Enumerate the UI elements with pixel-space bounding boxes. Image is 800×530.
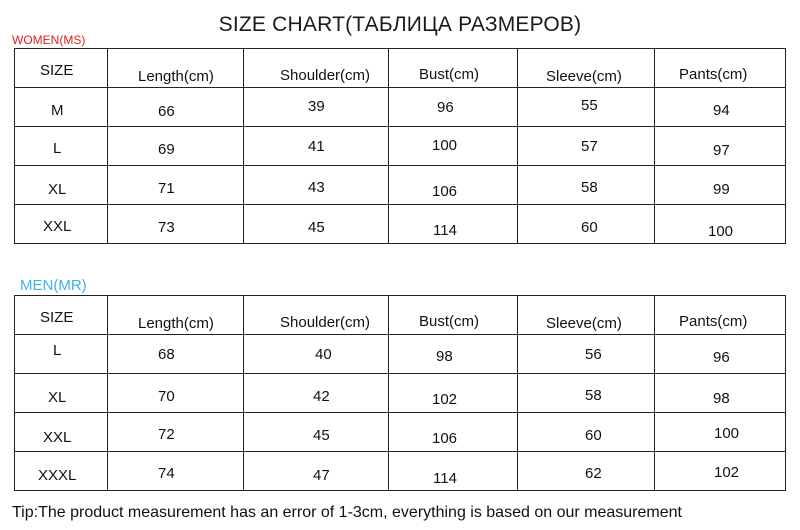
measurement-value: 114 — [433, 222, 457, 239]
measurement-value: 58 — [585, 387, 602, 404]
size-cell — [15, 374, 108, 413]
size-cell — [15, 205, 108, 244]
measurement-cell — [655, 413, 786, 452]
measurement-value: 97 — [713, 142, 730, 159]
measurement-value: 100 — [714, 425, 740, 442]
measurement-value: 106 — [432, 430, 458, 447]
measurement-cell — [389, 205, 518, 244]
measurement-value: 62 — [585, 465, 602, 482]
measurement-cell — [244, 166, 389, 205]
measurement-cell — [518, 374, 655, 413]
measurement-value: 69 — [158, 141, 175, 158]
table-row — [15, 374, 786, 413]
men-size-table — [14, 295, 786, 491]
men-header-row — [15, 296, 786, 335]
measurement-cell — [518, 127, 655, 166]
measurement-value: 96 — [713, 349, 730, 366]
measurement-cell — [518, 88, 655, 127]
header-label: Shoulder(cm) — [280, 67, 371, 84]
size-value: XXL — [43, 429, 72, 446]
header-label: Length(cm) — [138, 315, 214, 332]
measurement-tip: Tip:The product measurement has an error of 1-3cm, everything is based on our measurement — [12, 504, 682, 521]
header-cell — [655, 49, 786, 88]
header-cell — [108, 296, 244, 335]
measurement-value: 100 — [708, 223, 734, 240]
measurement-value: 98 — [436, 348, 453, 365]
measurement-cell — [244, 413, 389, 452]
size-cell — [15, 452, 108, 491]
measurement-cell — [389, 413, 518, 452]
measurement-value: 100 — [432, 137, 458, 154]
measurement-value: 40 — [315, 346, 332, 363]
size-value: M — [51, 102, 64, 119]
measurement-value: 57 — [581, 138, 598, 155]
measurement-cell — [518, 452, 655, 491]
measurement-cell — [108, 413, 244, 452]
header-label: SIZE — [40, 62, 74, 79]
table-row — [15, 413, 786, 452]
size-value: XXL — [43, 218, 72, 235]
women-section-label: WOMEN(MS) — [12, 33, 86, 47]
women-header-row — [15, 49, 786, 88]
header-label: Pants(cm) — [679, 66, 748, 83]
measurement-value: 94 — [713, 102, 730, 119]
header-label: Length(cm) — [138, 68, 214, 85]
table-row — [15, 205, 786, 244]
measurement-value: 74 — [158, 465, 175, 482]
page-title: SIZE CHART(ТАБЛИЦА РАЗМЕРОВ) — [218, 13, 582, 36]
measurement-value: 45 — [313, 427, 330, 444]
header-cell — [15, 49, 108, 88]
measurement-value: 41 — [308, 138, 325, 155]
size-value: XXXL — [38, 467, 77, 484]
measurement-value: 99 — [713, 181, 730, 198]
size-value: L — [53, 342, 62, 359]
measurement-value: 47 — [313, 467, 330, 484]
header-cell — [389, 49, 518, 88]
size-cell — [15, 413, 108, 452]
measurement-cell — [389, 452, 518, 491]
measurement-value: 56 — [585, 346, 602, 363]
measurement-cell — [108, 166, 244, 205]
women-size-table — [14, 48, 786, 244]
header-cell — [518, 296, 655, 335]
measurement-cell — [108, 335, 244, 374]
header-cell — [108, 49, 244, 88]
measurement-cell — [389, 127, 518, 166]
table-row — [15, 88, 786, 127]
size-value: XL — [48, 389, 67, 406]
measurement-value: 42 — [313, 388, 330, 405]
measurement-value: 114 — [433, 470, 457, 487]
measurement-cell — [655, 205, 786, 244]
measurement-cell — [655, 88, 786, 127]
measurement-cell — [655, 335, 786, 374]
women-table-body — [15, 49, 786, 244]
header-cell — [244, 49, 389, 88]
measurement-value: 66 — [158, 103, 175, 120]
measurement-value: 43 — [308, 179, 325, 196]
measurement-value: 102 — [714, 464, 740, 481]
men-table-body — [15, 296, 786, 491]
measurement-cell — [244, 452, 389, 491]
table-row — [15, 452, 786, 491]
measurement-value: 58 — [581, 179, 598, 196]
measurement-value: 71 — [158, 180, 175, 197]
measurement-value: 45 — [308, 219, 325, 236]
measurement-cell — [108, 452, 244, 491]
size-cell — [15, 127, 108, 166]
measurement-value: 60 — [581, 219, 598, 236]
header-label: Sleeve(cm) — [546, 315, 622, 332]
measurement-cell — [108, 88, 244, 127]
header-cell — [655, 296, 786, 335]
measurement-cell — [389, 374, 518, 413]
measurement-cell — [108, 205, 244, 244]
header-label: Bust(cm) — [419, 66, 479, 83]
measurement-cell — [389, 88, 518, 127]
measurement-cell — [244, 205, 389, 244]
table-row — [15, 127, 786, 166]
size-value: XL — [48, 181, 67, 198]
measurement-cell — [389, 335, 518, 374]
measurement-cell — [655, 127, 786, 166]
header-label: Sleeve(cm) — [546, 68, 622, 85]
size-cell — [15, 335, 108, 374]
measurement-cell — [518, 335, 655, 374]
measurement-cell — [244, 127, 389, 166]
measurement-value: 102 — [432, 391, 458, 408]
measurement-cell — [518, 166, 655, 205]
measurement-value: 55 — [581, 97, 598, 114]
measurement-cell — [655, 166, 786, 205]
table-row — [15, 166, 786, 205]
header-cell — [15, 296, 108, 335]
measurement-cell — [389, 166, 518, 205]
measurement-value: 73 — [158, 219, 175, 236]
measurement-cell — [108, 374, 244, 413]
measurement-value: 60 — [585, 427, 602, 444]
header-cell — [244, 296, 389, 335]
measurement-value: 98 — [713, 390, 730, 407]
measurement-cell — [108, 127, 244, 166]
size-value: L — [53, 140, 62, 157]
header-cell — [518, 49, 655, 88]
measurement-cell — [244, 374, 389, 413]
measurement-cell — [655, 374, 786, 413]
measurement-cell — [655, 452, 786, 491]
measurement-cell — [244, 335, 389, 374]
measurement-cell — [518, 413, 655, 452]
header-label: Shoulder(cm) — [280, 314, 371, 331]
header-label: SIZE — [40, 309, 74, 326]
header-label: Pants(cm) — [679, 313, 748, 330]
measurement-value: 70 — [158, 388, 175, 405]
measurement-value: 68 — [158, 346, 175, 363]
measurement-value: 106 — [432, 183, 458, 200]
size-cell — [15, 88, 108, 127]
measurement-cell — [518, 205, 655, 244]
measurement-value: 39 — [308, 98, 325, 115]
header-cell — [389, 296, 518, 335]
measurement-value: 72 — [158, 426, 175, 443]
men-section-label: MEN(MR) — [20, 277, 87, 294]
header-label: Bust(cm) — [419, 313, 479, 330]
size-cell — [15, 166, 108, 205]
measurement-value: 96 — [437, 99, 454, 116]
table-row — [15, 335, 786, 374]
measurement-cell — [244, 88, 389, 127]
